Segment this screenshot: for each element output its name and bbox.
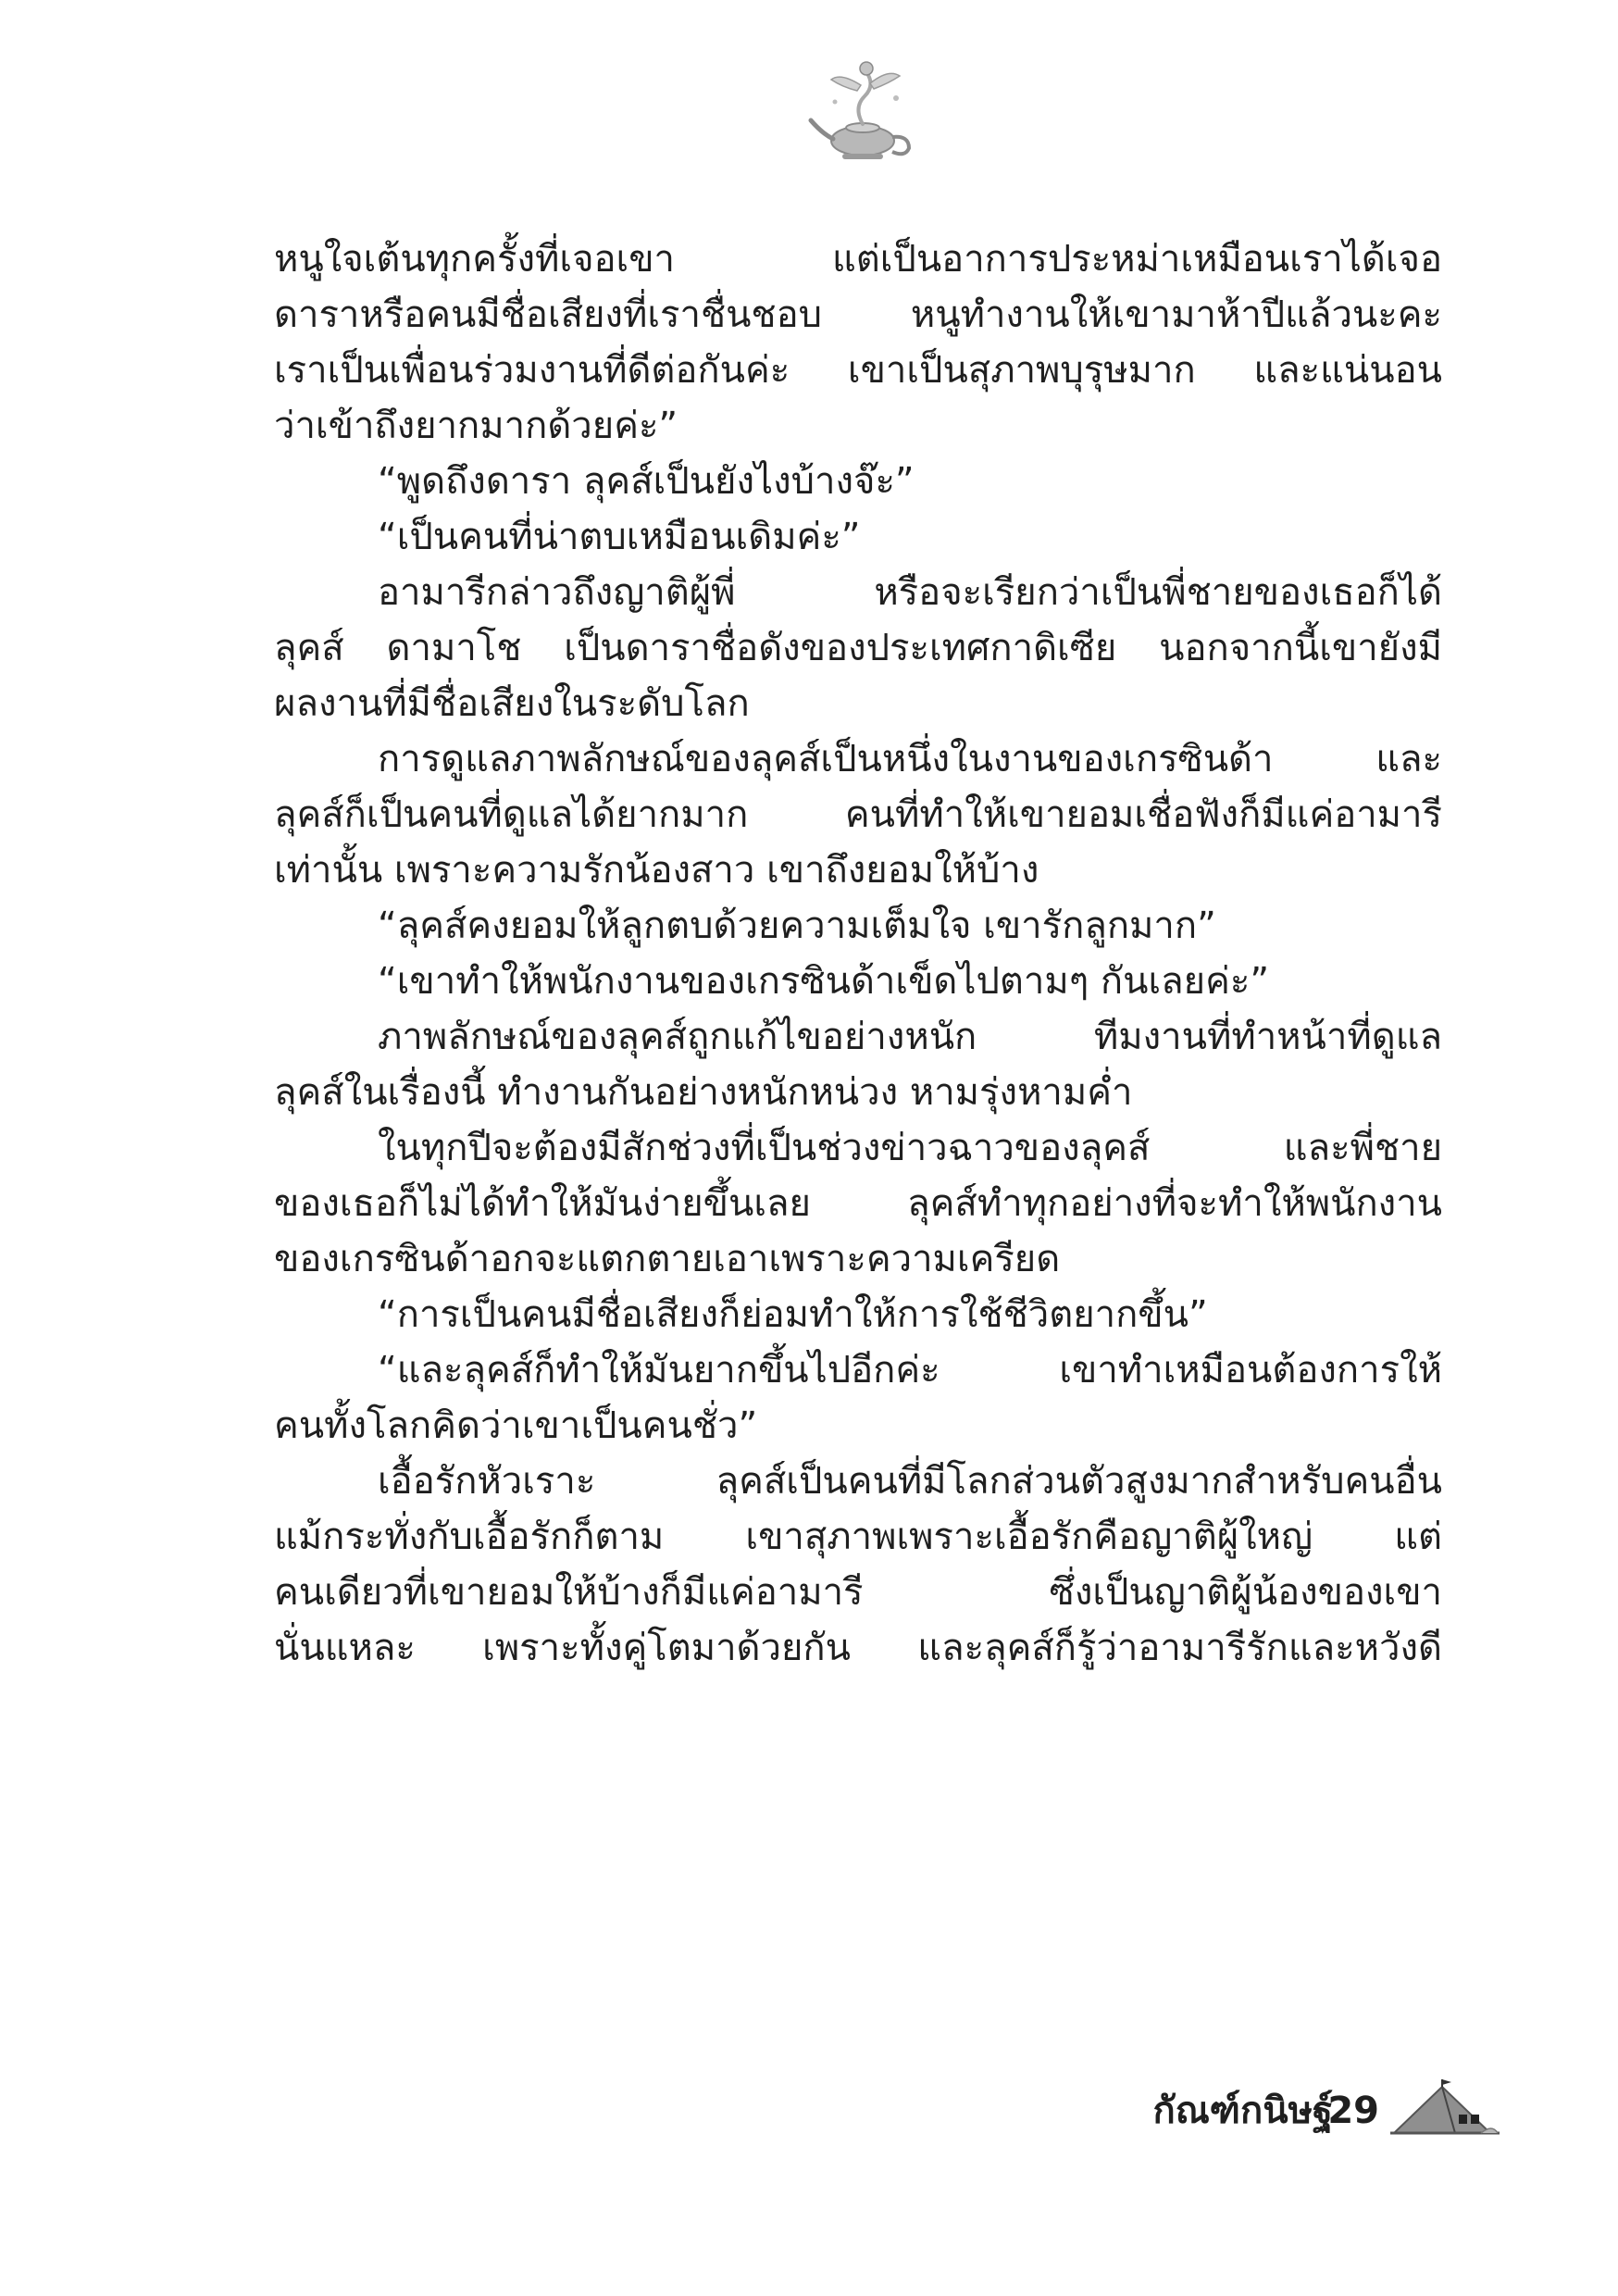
text-line: คนทั้งโลกคิดว่าเขาเป็นคนชั่ว”	[274, 1404, 758, 1447]
text-line: “พูดถึงดารา ลุคส์เป็นยังไงบ้างจ๊ะ”	[378, 460, 915, 503]
text-line: ดาราหรือคนมีชื่อเสียงที่เราชื่นชอบ หนูทำงานให้เขามาห้าปีแล้วนะคะ	[274, 293, 1442, 336]
text-line: ของเธอก็ไม่ได้ทำให้มันง่ายขึ้นเลย ลุคส์ทำทุกอย่างที่จะทำให้พนักงาน	[274, 1182, 1442, 1225]
text-line: ลุคส์ ดามาโช เป็นดาราชื่อดังของประเทศกาดิเซีย นอกจากนี้เขายังมี	[274, 627, 1442, 669]
text-line: ลุคส์ก็เป็นคนที่ดูแลได้ยากมาก คนที่ทำให้เขายอมเชื่อฟังก็มีแค่อามารี	[274, 793, 1442, 836]
text-line: ว่าเข้าถึงยากมากด้วยค่ะ”	[274, 405, 678, 447]
book-title: กัณฑ์กนิษฐ์	[1152, 2090, 1333, 2132]
text-line: ลุคส์ในเรื่องนี้ ทำงานกันอย่างหนักหน่วง หามรุ่งหามค่ำ	[274, 1071, 1133, 1114]
text-line: เอื้อรักหัวเราะ ลุคส์เป็นคนที่มีโลกส่วนตัวสูงมากสำหรับคนอื่น	[378, 1460, 1442, 1503]
text-line: “การเป็นคนมีชื่อเสียงก็ย่อมทำให้การใช้ชีวิตยากขึ้น”	[378, 1293, 1208, 1336]
text-line: เราเป็นเพื่อนร่วมงานที่ดีต่อกันค่ะ เขาเป็นสุภาพบุรุษมาก และแน่นอน	[274, 349, 1442, 392]
text-line: “เป็นคนที่น่าตบเหมือนเดิมค่ะ”	[378, 516, 861, 558]
body-text	[274, 231, 1442, 2102]
text-line: “และลุคส์ก็ทำให้มันยากขึ้นไปอีกค่ะ เขาทำเหมือนต้องการให้	[378, 1349, 1442, 1391]
page-footer	[926, 2074, 1500, 2148]
text-line: ในทุกปีจะต้องมีสักช่วงที่เป็นช่วงข่าวฉาวของลุคส์ และพี่ชาย	[378, 1127, 1442, 1169]
text-line: แม้กระทั่งกับเอื้อรักก็ตาม เขาสุภาพเพราะเอื้อรักคือญาติผู้ใหญ่ แต่	[274, 1516, 1442, 1558]
text-line: คนเดียวที่เขายอมให้บ้างก็มีแค่อามารี ซึ่งเป็นญาติผู้น้องของเขา	[274, 1571, 1442, 1614]
tent-icon	[1390, 2078, 1500, 2139]
teapot-fairy-ornament-icon	[796, 56, 926, 167]
text-line: ของเกรซินด้าอกจะแตกตายเอาเพราะความเครียด	[274, 1238, 1061, 1280]
text-line: “เขาทำให้พนักงานของเกรซินด้าเข็ดไปตามๆ กันเลยค่ะ”	[378, 960, 1270, 1003]
text-line: “ลุคส์คงยอมให้ลูกตบด้วยความเต็มใจ เขารักลูกมาก”	[378, 905, 1216, 947]
text-line: หนูใจเต้นทุกครั้งที่เจอเขา แต่เป็นอาการประหม่าเหมือนเราได้เจอ	[274, 238, 1442, 281]
text-line: ภาพลักษณ์ของลุคส์ถูกแก้ไขอย่างหนัก ทีมงานที่ทำหน้าที่ดูแล	[378, 1016, 1442, 1058]
text-line: เท่านั้น เพราะความรักน้องสาว เขาถึงยอมให้บ้าง	[274, 849, 1039, 892]
text-line: อามารีกล่าวถึงญาติผู้พี่ หรือจะเรียกว่าเป็นพี่ชายของเธอก็ได้	[378, 571, 1442, 614]
text-line: การดูแลภาพลักษณ์ของลุคส์เป็นหนึ่งในงานของเกรซินด้า และ	[378, 738, 1442, 780]
page-number: 29	[1327, 2090, 1379, 2132]
text-line: ผลงานที่มีชื่อเสียงในระดับโลก	[274, 682, 750, 725]
text-line: นั่นแหละ เพราะทั้งคู่โตมาด้วยกัน และลุคส์ก็รู้ว่าอามารีรักและหวังดี	[274, 1627, 1442, 1669]
